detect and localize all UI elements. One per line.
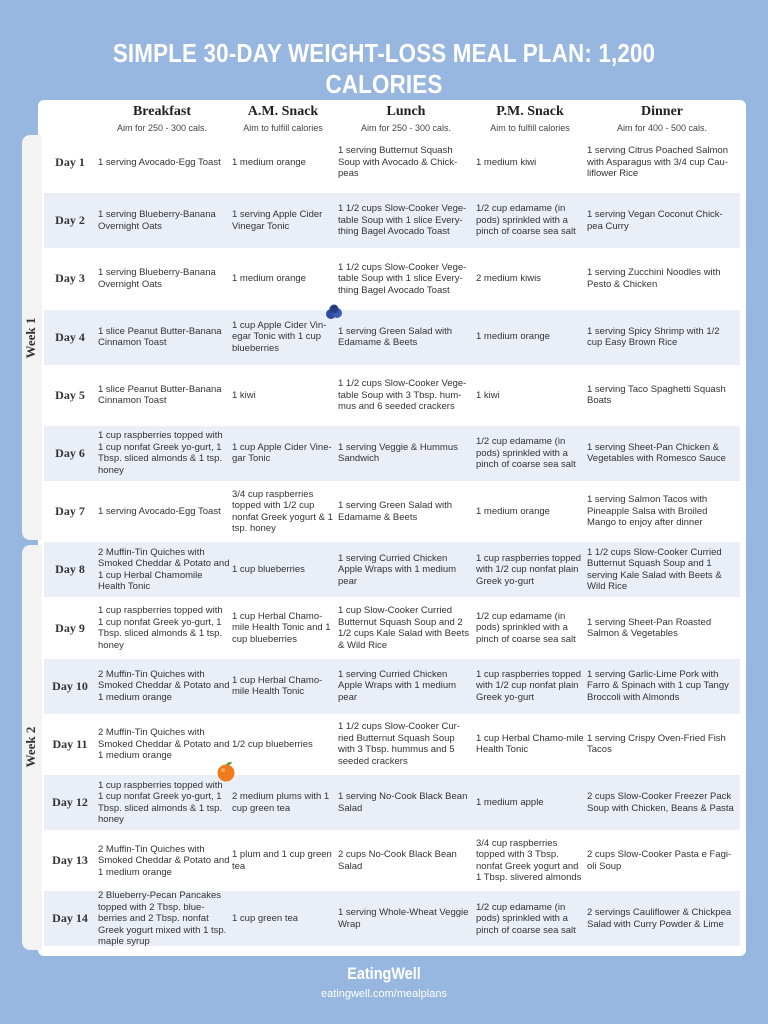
day-label: Day 2	[55, 213, 85, 228]
pm-snack-cell: 1 cup raspberries topped with 1/2 cup nonfat plain Greek yo-gurt	[476, 552, 582, 587]
column-aim: Aim to fulfill calories	[490, 123, 570, 133]
lunch-cell: 1 serving No-Cook Black Bean Salad	[338, 791, 468, 814]
pm-snack-cell: 3/4 cup raspberries topped with 3 Tbsp. nonfat Greek yogurt and 1 Tbsp. slivered almonds	[476, 837, 582, 884]
pm-snack-cell: 1/2 cup edamame (in pods) sprinkled with a pinch of coarse sea salt	[476, 203, 576, 238]
lunch-cell: 1 serving Curried Chicken Apple Wraps with 1 medium pear	[338, 552, 457, 587]
column-aim: Aim for 250 - 300 cals.	[116, 123, 208, 133]
day-label: Day 3	[55, 271, 85, 286]
lunch-cell: 1 serving Whole-Wheat Veggie Wrap	[338, 907, 469, 930]
dinner-cell: 1 1/2 cups Slow-Cooker Curried Butternut Squash Soup and 1 serving Kale Salad with Beets & Wild Rice	[587, 546, 722, 593]
table-row-day-3	[44, 251, 740, 306]
dinner-cell: 1 serving Spicy Shrimp with 1/2 cup Easy Brown Rice	[587, 325, 720, 349]
day-label: Day 6	[55, 445, 85, 460]
dinner-cell: 1 serving Sheet-Pan Roasted Salmon & Vegetables	[587, 616, 712, 639]
column-header-pm-snack	[474, 104, 586, 133]
blueberries-icon	[325, 303, 343, 321]
am-snack-cell: 1 cup green tea	[232, 913, 299, 925]
week-1-label: Week 1	[23, 317, 38, 359]
breakfast-cell: 2 Muffin-Tin Quiches with Smoked Cheddar & Potato and 1 cup Herbal Chamomile Health Tonic	[98, 546, 230, 593]
day-label: Day 9	[55, 620, 85, 635]
am-snack-cell: 1 cup blueberries	[232, 564, 305, 576]
table-row-day-10	[44, 659, 740, 714]
dinner-cell: 2 cups Slow-Cooker Pasta e Fagi-oli Soup	[587, 849, 732, 872]
lunch-cell: 2 cups No-Cook Black Bean Salad	[338, 849, 457, 872]
pm-snack-cell: 1/2 cup edamame (in pods) sprinkled with a pinch of coarse sea salt	[476, 610, 576, 645]
table-row-day-4	[44, 310, 740, 365]
lunch-cell: 1 1/2 cups Slow-Cooker Cur-ried Butternut Squash Soup with 3 Tbsp. hummus and 5 seeded crackers	[338, 721, 460, 767]
am-snack-cell: 1/2 cup blueberries	[232, 738, 313, 750]
table-row-day-11	[44, 717, 740, 772]
breakfast-cell: 2 Muffin-Tin Quiches with Smoked Cheddar & Potato and 1 medium orange	[98, 727, 230, 762]
pm-snack-cell: 1/2 cup edamame (in pods) sprinkled with a pinch of coarse sea salt	[476, 436, 576, 471]
column-aim: Aim to fulfill calories	[243, 123, 323, 133]
am-snack-cell: 1 cup Apple Cider Vin-egar Tonic with 1 cup blueberries	[232, 319, 327, 354]
breakfast-cell: 1 slice Peanut Butter-Banana Cinnamon Toast	[98, 325, 222, 349]
day-label: Day 14	[52, 911, 88, 926]
table-row-day-6	[44, 426, 740, 481]
breakfast-cell: 1 slice Peanut Butter-Banana Cinnamon Toast	[98, 383, 222, 407]
breakfast-cell: 2 Muffin-Tin Quiches with Smoked Cheddar & Potato and 1 medium orange	[98, 843, 230, 878]
lunch-cell: 1 serving Butternut Squash Soup with Avocado & Chick-peas	[338, 145, 458, 180]
day-label: Day 5	[55, 387, 85, 402]
lunch-cell: 1 serving Green Salad with Edamame & Beets	[338, 325, 453, 349]
dinner-cell: 1 serving Sheet-Pan Chicken & Vegetables with Romesco Sauce	[587, 441, 726, 465]
am-snack-cell: 1 kiwi	[232, 389, 256, 401]
am-snack-cell: 1 serving Apple Cider Vinegar Tonic	[232, 209, 323, 232]
dinner-cell: 1 serving Garlic-Lime Pork with Farro & Spinach with 1 cup Tangy Broccoli with Almonds	[587, 668, 729, 703]
am-snack-cell: 1 medium orange	[232, 273, 306, 285]
am-snack-cell: 2 medium plums with 1 cup green tea	[232, 791, 330, 814]
pm-snack-cell: 1 medium apple	[476, 796, 544, 808]
table-row-day-1	[44, 135, 740, 190]
day-label: Day 12	[52, 795, 88, 810]
table-row-day-8	[44, 542, 740, 597]
day-label: Day 10	[52, 678, 88, 693]
column-header-dinner	[586, 104, 738, 133]
column-header-lunch	[336, 104, 476, 133]
dinner-cell: 1 serving Vegan Coconut Chick-pea Curry	[587, 209, 723, 232]
pm-snack-cell: 1 cup Herbal Chamo-mile Health Tonic	[476, 732, 584, 756]
column-name: Dinner	[641, 104, 683, 119]
page-title: SIMPLE 30-DAY WEIGHT-LOSS MEAL PLAN: 1,200 CALORIES	[112, 38, 656, 99]
dinner-cell: 1 serving Taco Spaghetti Squash Boats	[587, 383, 726, 407]
table-row-day-9	[44, 601, 740, 656]
dinner-cell: 1 serving Citrus Poached Salmon with Asparagus with 3/4 cup Cau-liflower Rice	[587, 145, 728, 180]
pm-snack-cell: 1 medium kiwi	[476, 156, 537, 168]
day-label: Day 13	[52, 853, 88, 868]
lunch-cell: 1 serving Green Salad with Edamame & Beets	[338, 500, 453, 523]
pm-snack-cell: 1 medium orange	[476, 331, 550, 343]
column-name: Lunch	[386, 104, 426, 119]
dinner-cell: 1 serving Salmon Tacos with Pineapple Salsa with Broiled Mango to enjoy after dinner	[587, 494, 708, 529]
table-row-day-14	[44, 891, 740, 946]
lunch-cell: 1 1/2 cups Slow-Cooker Vege-table Soup with 3 Tbsp. hum-mus and 6 seeded crackers	[338, 378, 467, 412]
breakfast-cell: 1 serving Blueberry-Banana Overnight Oats	[98, 209, 216, 232]
footer-url[interactable]: eatingwell.com/mealplans	[321, 988, 447, 1000]
breakfast-cell: 1 cup raspberries topped with 1 cup nonfat Greek yo-gurt, 1 Tbsp. sliced almonds & 1 tsp. honey	[98, 779, 223, 826]
week-2-label: Week 2	[23, 726, 38, 768]
day-label: Day 8	[55, 562, 85, 577]
breakfast-cell: 1 cup raspberries topped with 1 cup nonfat Greek yo-gurt, 1 Tbsp. sliced almonds & 1 tsp. honey	[98, 605, 223, 651]
brand-logo: EatingWell	[347, 964, 421, 983]
day-label: Day 7	[55, 504, 85, 519]
breakfast-cell: 1 serving Blueberry-Banana Overnight Oats	[98, 267, 216, 290]
breakfast-cell: 1 cup raspberries topped with 1 cup nonfat Greek yo-gurt, 1 Tbsp. sliced almonds & 1 tsp. honey	[98, 430, 223, 476]
day-label: Day 1	[55, 155, 85, 169]
pm-snack-cell: 1/2 cup edamame (in pods) sprinkled with a pinch of coarse sea salt	[476, 901, 576, 936]
column-aim: Aim for 400 - 500 cals.	[616, 123, 708, 133]
table-row-day-12	[44, 775, 740, 830]
column-name: P.M. Snack	[496, 104, 564, 119]
table-row-day-7	[44, 484, 740, 539]
breakfast-cell: 2 Blueberry-Pecan Pancakes topped with 2 Tbsp. blue-berries and 2 Tbsp. nonfat Greek yogurt mixed with 1 tsp. maple syrup	[98, 890, 227, 948]
pm-snack-cell: 2 medium kiwis	[476, 273, 541, 285]
lunch-cell: 1 cup Slow-Cooker Curried Butternut Squash Soup and 2 1/2 cups Kale Salad with Beets & Wild Rice	[338, 605, 469, 651]
pm-snack-cell: 1 kiwi	[476, 389, 500, 401]
am-snack-cell: 1 medium orange	[232, 156, 306, 168]
orange-fruit-icon	[216, 761, 236, 783]
lunch-cell: 1 serving Veggie & Hummus Sandwich	[338, 441, 458, 465]
column-header-am-snack	[230, 104, 336, 133]
column-name: A.M. Snack	[247, 104, 319, 119]
dinner-cell: 2 servings Cauliflower & Chickpea Salad with Curry Powder & Lime	[587, 907, 732, 930]
pm-snack-cell: 1 medium orange	[476, 505, 550, 517]
table-row-day-13	[44, 833, 740, 888]
day-label: Day 11	[52, 736, 88, 751]
dinner-cell: 2 cups Slow-Cooker Freezer Pack Soup with Chicken, Beans & Pasta	[587, 791, 734, 814]
am-snack-cell: 3/4 cup raspberries topped with 1/2 cup nonfat Greek yogurt & 1 tsp. honey	[232, 488, 333, 535]
lunch-cell: 1 1/2 cups Slow-Cooker Vege-table Soup with 1 slice Every-thing Bagel Avocado Toast	[338, 203, 467, 238]
am-snack-cell: 1 cup Herbal Chamo-mile Health Tonic and 1 cup blueberries	[232, 610, 331, 645]
breakfast-cell: 1 serving Avocado-Egg Toast	[98, 505, 221, 517]
table-row-day-5	[44, 368, 740, 423]
breakfast-cell: 1 serving Avocado-Egg Toast	[98, 156, 221, 168]
column-header-breakfast	[92, 104, 232, 133]
day-label: Day 4	[55, 329, 85, 344]
am-snack-cell: 1 cup Apple Cider Vine-gar Tonic	[232, 441, 332, 465]
dinner-cell: 1 serving Zucchini Noodles with Pesto & Chicken	[587, 267, 721, 290]
dinner-cell: 1 serving Crispy Oven-Fried Fish Tacos	[587, 732, 726, 756]
lunch-cell: 1 1/2 cups Slow-Cooker Vege-table Soup with 1 slice Every-thing Bagel Avocado Toast	[338, 261, 467, 296]
lunch-cell: 1 serving Curried Chicken Apple Wraps with 1 medium pear	[338, 668, 457, 703]
pm-snack-cell: 1 cup raspberries topped with 1/2 cup nonfat plain Greek yo-gurt	[476, 668, 582, 703]
table-row-day-2	[44, 193, 740, 248]
column-name: Breakfast	[132, 104, 192, 119]
am-snack-cell: 1 cup Herbal Chamo-mile Health Tonic	[232, 674, 323, 698]
am-snack-cell: 1 plum and 1 cup green tea	[232, 849, 332, 872]
meal-plan-table	[44, 135, 740, 950]
breakfast-cell: 2 Muffin-Tin Quiches with Smoked Cheddar & Potato and 1 medium orange	[98, 668, 230, 703]
column-aim: Aim for 250 - 300 cals.	[360, 123, 452, 133]
